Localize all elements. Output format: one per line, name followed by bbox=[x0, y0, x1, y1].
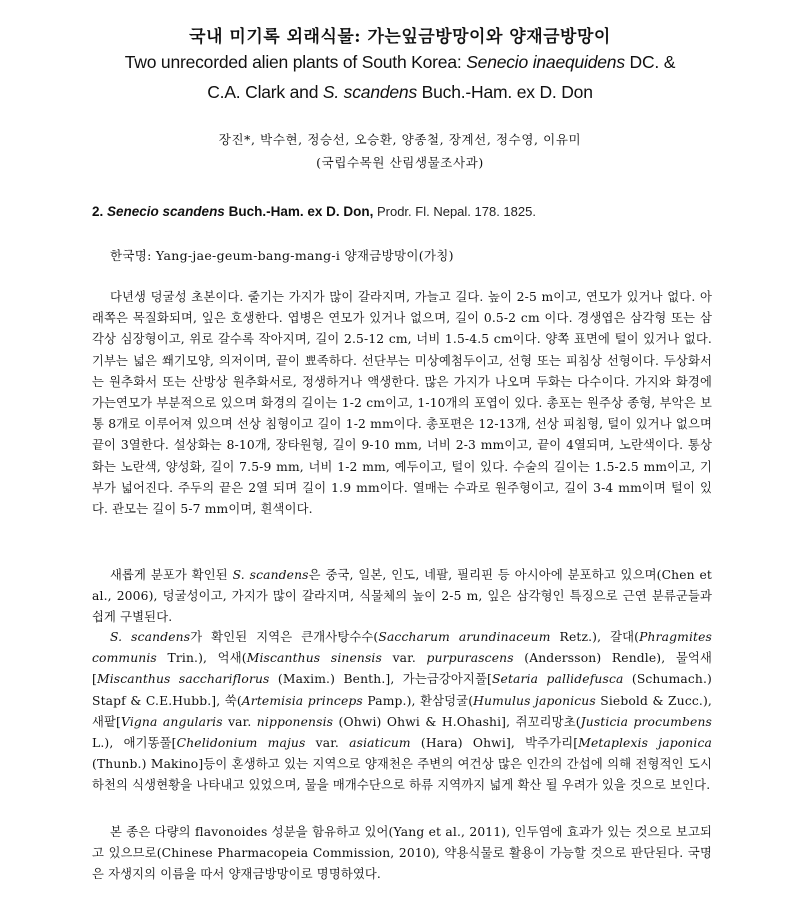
habitat-paragraph bbox=[92, 627, 712, 797]
title-en-text: C.A. Clark and bbox=[207, 82, 323, 102]
korean-name: 한국명: Yang-jae-geum-bang-mang-i 양재금방망이(가칭) bbox=[110, 248, 454, 263]
title-en-authority: DC. & bbox=[624, 52, 676, 72]
species-authority: Buch.-Ham. ex D. Don, bbox=[224, 204, 374, 219]
text-run: var. bbox=[305, 736, 350, 751]
title-en-species: Senecio inaequidens bbox=[466, 52, 625, 72]
species-italic: nipponensis bbox=[256, 714, 334, 729]
text-run: (Andersson) Rendle), 물억새[ bbox=[92, 651, 712, 687]
distribution-paragraph bbox=[92, 565, 712, 629]
species-italic: Humulus japonicus bbox=[473, 693, 596, 708]
text-run: (Thunb.) Makino]등이 혼생하고 있는 지역으로 양재천은 주변의 여건상 많은 인간의 간섭에 의해 전형적인 도시하천의 식생현황을 나타내고 있었으며, 물을 매개수단으로 하류 지역까지 넓게 확산 될 우려가 있을 것으로 보인다. bbox=[92, 757, 712, 793]
species-italic: Vigna angularis bbox=[121, 714, 223, 729]
text-run: var. bbox=[381, 651, 427, 666]
text-run: var. bbox=[222, 714, 257, 729]
species-italic: Artemisia princeps bbox=[241, 693, 363, 708]
title-en-species: S. scandens bbox=[322, 82, 418, 102]
text-run: 가 확인된 지역은 큰개사탕수수( bbox=[190, 630, 379, 644]
species-italic: Justicia procumbens bbox=[580, 714, 712, 729]
title-korean: 국내 미기록 외래식물: 가는잎금방망이와 양재금방망이 bbox=[189, 27, 611, 47]
species-italic: asiaticum bbox=[349, 736, 411, 751]
text-run: Retz.), 갈대( bbox=[550, 630, 640, 644]
species-italic: Miscanthus sacchariflorus bbox=[96, 672, 270, 687]
text-run: Pamp.), 환삼덩굴( bbox=[362, 693, 474, 708]
species-publication: Prodr. Fl. Nepal. 178. 1825. bbox=[373, 204, 536, 219]
species-italic: S. scandens bbox=[232, 568, 309, 582]
usage-paragraph: 본 종은 다량의 flavonoides 성분을 함유하고 있어(Yang et al., 2011), 인두염에 효과가 있는 것으로 보고되고 있으므로(Chinese Pharmacopeia Commission, 2010), 약용식물로 활용이 가능할 것으로 판단된다. 국명은 자생지의 이름을 따서 양재금방망이로 명명하였다. bbox=[92, 825, 712, 882]
text-run: (Maxim.) Benth.], 가는금강아지풀[ bbox=[269, 672, 492, 687]
title-en-authority: Buch.-Ham. ex D. Don bbox=[417, 82, 593, 102]
species-italic: Miscanthus sinensis bbox=[246, 651, 382, 666]
author-list: 장진*, 박수현, 정승선, 오승환, 양종철, 장계선, 정수영, 이유미 bbox=[218, 132, 582, 147]
title-english-line2 bbox=[0, 82, 800, 103]
species-italic: Setaria pallidefusca bbox=[491, 672, 624, 687]
description-paragraph: 다년생 덩굴성 초본이다. 줄기는 가지가 많이 갈라지며, 가늘고 길다. 높이 2-5 m이고, 연모가 있거나 없다. 아래쪽은 목질화되며, 잎은 호생한다. 엽병은 연모가 있거나 없으며, 길이 0.5-2 cm 이다. 경생엽은 삼각형 또는 삼각상 심장형이고, 위로 갈수록 작아지며, 길이 2.5-12 cm, 너비 1.5-4.5 cm이다. 양쪽 표면에 털이 있거나 없다. 기부는 넓은 쐐기모양, 의저이며, 끝이 뾰족하다. 선단부는 미상예첨두이고, 선형 또는 피침상 선형이다. 두상화서는 원추화서 또는 산방상 원추화서로, 정생하거나 액생한다. 많은 가지가 나오며 두화는 다수이다. 가지와 화경에 가는연모가 부분적으로 있으며 화경의 길이는 1-2 cm이고, 1-10개의 포엽이 있다. 총포는 원주상 종형, 부악은 보통 8개로 이루어져 있으며 선상 침형이고 길이 1-2 mm이다. 총포편은 12-13개, 선상 피침형, 털이 있거나 없으며 끝이 3열한다. 설상화는 8-10개, 장타원형, 길이 9-10 mm, 너비 2-3 mm이고, 끝이 4열되며, 노란색이다. 통상화는 노란색, 양성화, 길이 7.5-9 mm, 너비 1-2 mm, 예두이고, 털이 있다. 수술의 길이는 1.5-2.5 mm이고, 기부가 넓어진다. 주두의 끝은 2열 되며 길이 1.9 mm이다. 열매는 수과로 원주형이고, 길이 3-4 mm이며 털이 있다. 관모는 길이 5-7 mm이며, 흰색이다. bbox=[92, 290, 712, 517]
text-run: L.), 애기똥풀[ bbox=[92, 736, 177, 751]
species-number: 2. bbox=[92, 204, 108, 219]
species-italic: Saccharum arundinaceum bbox=[378, 630, 551, 644]
text-run: Siebold & Zucc.), 새팥[ bbox=[92, 693, 712, 729]
text-run: Trin.), 억새( bbox=[156, 651, 247, 666]
text-run: (Hara) Ohwi], 박주가리[ bbox=[410, 736, 579, 751]
species-italic: Metaplexis japonica bbox=[578, 736, 712, 751]
text-run: (Ohwi) Ohwi & H.Ohashi], 쥐꼬리망초( bbox=[333, 714, 581, 729]
title-english-line1 bbox=[0, 52, 800, 73]
affiliation: (국립수목원 산림생물조사과) bbox=[316, 155, 484, 170]
title-en-text: Two unrecorded alien plants of South Korea: bbox=[124, 52, 467, 72]
species-italic: purpurascens bbox=[426, 651, 514, 666]
species-italic: Phragmites communis bbox=[92, 630, 713, 666]
species-italic: Chelidonium majus bbox=[176, 736, 306, 751]
species-heading bbox=[92, 204, 732, 220]
text-run: 새롭게 분포가 확인된 bbox=[110, 568, 233, 582]
species-italic: S. scandens bbox=[110, 630, 191, 644]
text-run: (Schumach.) Stapf & C.E.Hubb.], 쑥( bbox=[92, 672, 712, 708]
species-binomial: Senecio scandens bbox=[107, 204, 225, 219]
text-run: 은 중국, 일본, 인도, 네팔, 필리핀 등 아시아에 분포하고 있으며(Chen et al., 2006), 덩굴성이고, 가지가 많이 갈라지며, 식물체의 높이 2-5 m, 잎은 삼각형인 특징으로 근연 분류군들과 쉽게 구별된다. bbox=[92, 568, 713, 625]
